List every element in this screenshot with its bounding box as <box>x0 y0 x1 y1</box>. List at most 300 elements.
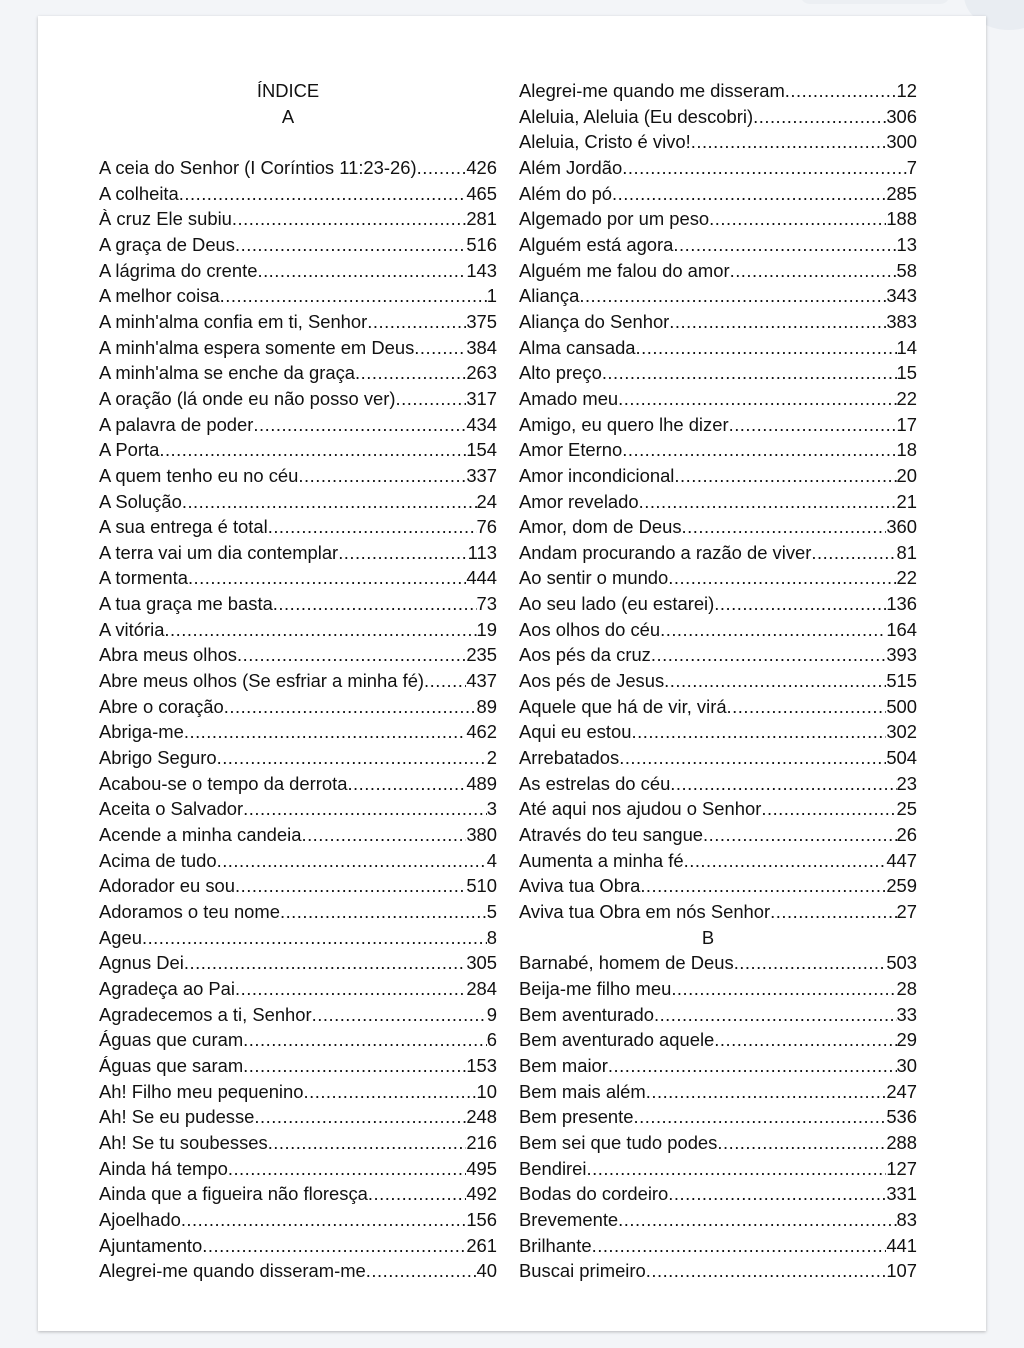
index-entry <box>99 1002 497 1028</box>
dot-leader <box>717 1130 886 1156</box>
dot-leader <box>703 822 896 848</box>
entry-page-number: 437 <box>466 670 497 692</box>
dot-leader <box>682 514 887 540</box>
index-entry <box>519 873 917 899</box>
dot-leader <box>668 565 896 591</box>
entry-title: Alto preço <box>519 362 602 384</box>
dot-leader <box>761 796 896 822</box>
dot-leader <box>674 463 896 489</box>
entry-title: Agradeça ao Pai <box>99 977 235 999</box>
index-entry <box>519 796 917 822</box>
entry-title: Andam procurando a razão de viver <box>519 541 812 563</box>
dot-leader <box>237 642 466 668</box>
dot-leader <box>670 771 896 797</box>
index-entry <box>519 950 917 976</box>
index-entry <box>519 386 917 412</box>
entry-page-number: 8 <box>486 926 497 948</box>
entry-page-number: 444 <box>466 567 497 589</box>
dot-leader <box>414 335 466 361</box>
entry-title: Águas que curam <box>99 1029 244 1051</box>
dot-leader <box>159 437 466 463</box>
dot-leader <box>243 1053 466 1079</box>
entry-page-number: 515 <box>886 670 917 692</box>
index-entry <box>519 1233 917 1259</box>
dot-leader <box>770 899 896 925</box>
dot-leader <box>184 719 466 745</box>
entry-title: A melhor coisa <box>99 285 220 307</box>
entry-title: Abrigo Seguro <box>99 747 217 769</box>
entry-title: Além do pó <box>519 182 613 204</box>
entry-title: A ceia do Senhor (I Coríntios 11:23-26) <box>99 156 417 178</box>
entry-title: Ajuntamento <box>99 1234 203 1256</box>
index-entry <box>519 129 917 155</box>
entry-page-number: 302 <box>886 721 917 743</box>
index-entry <box>99 1207 497 1233</box>
dot-leader <box>347 771 466 797</box>
index-entry <box>519 1156 917 1182</box>
entry-page-number: 188 <box>886 208 917 230</box>
entry-page-number: 154 <box>466 439 497 461</box>
entry-page-number: 489 <box>466 772 497 794</box>
entry-page-number: 164 <box>886 618 917 640</box>
entry-title: Abre o coração <box>99 695 224 717</box>
entry-page-number: 426 <box>466 156 497 178</box>
entry-page-number: 40 <box>476 1260 497 1282</box>
entry-page-number: 516 <box>466 233 497 255</box>
entry-title: Alegrei-me quando disseram-me <box>99 1260 366 1282</box>
index-entry <box>99 1233 497 1259</box>
dot-leader <box>280 899 487 925</box>
dot-leader <box>730 258 897 284</box>
dot-leader <box>727 694 887 720</box>
dot-leader <box>235 976 466 1002</box>
dot-leader <box>181 1207 467 1233</box>
index-entry <box>519 412 917 438</box>
index-entry <box>99 1079 497 1105</box>
index-entry <box>99 976 497 1002</box>
dot-leader <box>640 873 886 899</box>
right-column <box>519 78 917 1284</box>
index-entry <box>519 822 917 848</box>
entry-title: Amor Eterno <box>519 439 623 461</box>
entry-title: A quem tenho eu no céu <box>99 464 299 486</box>
entry-page-number: 76 <box>476 516 497 538</box>
index-entry <box>519 104 917 130</box>
index-title: ÍNDICE <box>256 80 320 101</box>
dot-leader <box>714 591 886 617</box>
entry-title: Ajoelhado <box>99 1208 181 1230</box>
entry-page-number: 393 <box>886 644 917 666</box>
entry-page-number: 107 <box>886 1260 917 1282</box>
dot-leader <box>636 335 897 361</box>
entry-title: A Porta <box>99 439 160 461</box>
entry-page-number: 462 <box>466 721 497 743</box>
entry-page-number: 1 <box>486 285 497 307</box>
dot-leader <box>660 617 886 643</box>
dot-leader <box>268 1130 467 1156</box>
entry-title: Abra meus olhos <box>99 644 238 666</box>
index-entry <box>99 950 497 976</box>
index-entry <box>99 540 497 566</box>
index-entry <box>519 463 917 489</box>
entry-page-number: 73 <box>476 593 497 615</box>
dot-leader <box>669 309 886 335</box>
section-heading-a: A <box>281 105 295 127</box>
entry-page-number: 306 <box>886 105 917 127</box>
entry-page-number: 384 <box>466 336 497 358</box>
entry-title: A Solução <box>99 490 182 512</box>
entry-page-number: 300 <box>886 131 917 153</box>
dot-leader <box>586 1156 886 1182</box>
index-entry <box>519 899 917 925</box>
index-entry <box>99 771 497 797</box>
right-entry-list-a <box>519 78 917 925</box>
dot-leader <box>303 1079 476 1105</box>
entry-page-number: 81 <box>896 541 917 563</box>
index-entry <box>99 258 497 284</box>
entry-page-number: 20 <box>896 464 917 486</box>
dot-leader <box>619 745 886 771</box>
index-entry <box>519 335 917 361</box>
index-entry <box>519 745 917 771</box>
entry-title: A graça de Deus <box>99 233 235 255</box>
entry-page-number: 263 <box>466 362 497 384</box>
entry-page-number: 285 <box>886 182 917 204</box>
index-entry <box>99 1181 497 1207</box>
dot-leader <box>273 591 477 617</box>
index-entry <box>99 694 497 720</box>
entry-title: A colheita <box>99 182 179 204</box>
dot-leader <box>646 1079 887 1105</box>
entry-title: Aqui eu estou <box>519 721 632 743</box>
index-entry <box>99 489 497 515</box>
entry-title: A minh'alma confia em ti, Senhor <box>99 310 368 332</box>
dot-leader <box>312 1002 487 1028</box>
left-column <box>99 78 497 1284</box>
entry-page-number: 127 <box>886 1157 917 1179</box>
dot-leader <box>243 796 487 822</box>
index-entry <box>519 1027 917 1053</box>
index-entry <box>519 78 917 104</box>
index-entry <box>519 642 917 668</box>
entry-title: Amado meu <box>519 387 619 409</box>
entry-page-number: 89 <box>476 695 497 717</box>
entry-page-number: 10 <box>476 1080 497 1102</box>
entry-title: A minh'alma espera somente em Deus <box>99 336 415 358</box>
entry-page-number: 4 <box>486 849 497 871</box>
entry-page-number: 58 <box>896 259 917 281</box>
index-entry <box>99 463 497 489</box>
entry-page-number: 261 <box>466 1234 497 1256</box>
index-entry <box>99 925 497 951</box>
entry-page-number: 9 <box>486 1003 497 1025</box>
index-entry <box>519 565 917 591</box>
dot-leader <box>179 181 467 207</box>
dot-leader <box>668 1181 886 1207</box>
entry-page-number: 29 <box>896 1029 917 1051</box>
dot-leader <box>396 386 467 412</box>
entry-title: Arrebatados <box>519 747 620 769</box>
dot-leader <box>618 386 896 412</box>
dot-leader <box>366 1258 477 1284</box>
dot-leader <box>367 309 466 335</box>
entry-title: À cruz Ele subiu <box>99 208 232 230</box>
dot-leader <box>368 1181 466 1207</box>
index-entry <box>99 668 497 694</box>
index-entry <box>519 514 917 540</box>
index-entry <box>99 1130 497 1156</box>
index-entry <box>519 848 917 874</box>
entry-title: A tua graça me basta <box>99 593 273 615</box>
entry-page-number: 380 <box>466 824 497 846</box>
entry-title: Adorador eu sou <box>99 875 235 897</box>
entry-page-number: 14 <box>896 336 917 358</box>
dot-leader <box>602 360 897 386</box>
entry-title: Além Jordão <box>519 156 623 178</box>
dot-leader <box>268 514 477 540</box>
dot-leader <box>714 1027 896 1053</box>
entry-page-number: 2 <box>486 747 497 769</box>
index-entry <box>99 848 497 874</box>
entry-title: Bodas do cordeiro <box>519 1183 669 1205</box>
entry-page-number: 504 <box>886 747 917 769</box>
index-entry <box>519 232 917 258</box>
index-entry <box>99 181 497 207</box>
dot-leader <box>608 1053 897 1079</box>
dot-leader <box>684 848 887 874</box>
entry-page-number: 7 <box>906 156 917 178</box>
index-entry <box>519 489 917 515</box>
entry-page-number: 495 <box>466 1157 497 1179</box>
index-entry <box>99 437 497 463</box>
index-entry <box>519 283 917 309</box>
entry-title: Ao seu lado (eu estarei) <box>519 593 715 615</box>
index-entry <box>99 745 497 771</box>
entry-page-number: 83 <box>896 1208 917 1230</box>
index-entry <box>519 437 917 463</box>
entry-title: Acende a minha candeia <box>99 824 302 846</box>
entry-title: Bem presente <box>519 1106 634 1128</box>
dot-leader <box>424 668 466 694</box>
entry-title: Alguém está agora <box>519 233 674 255</box>
entry-title: Aviva tua Obra <box>519 875 641 897</box>
index-entry <box>519 360 917 386</box>
entry-page-number: 235 <box>466 644 497 666</box>
dot-leader <box>622 155 907 181</box>
index-entry <box>519 1053 917 1079</box>
dot-leader <box>709 206 886 232</box>
index-entry <box>99 232 497 258</box>
entry-title: Amor revelado <box>519 490 639 512</box>
entry-page-number: 288 <box>886 1131 917 1153</box>
dot-leader <box>639 489 897 515</box>
index-entry <box>519 155 917 181</box>
entry-page-number: 343 <box>886 285 917 307</box>
dot-leader <box>228 1156 466 1182</box>
index-entry <box>99 565 497 591</box>
entry-page-number: 259 <box>886 875 917 897</box>
entry-title: Aliança <box>519 285 580 307</box>
entry-title: Ainda há tempo <box>99 1157 228 1179</box>
index-entry <box>519 1207 917 1233</box>
entry-title: Acabou-se o tempo da derrota <box>99 772 348 794</box>
index-entry <box>519 976 917 1002</box>
index-entry <box>519 617 917 643</box>
dot-leader <box>592 1233 887 1259</box>
entry-title: Buscai primeiro <box>519 1260 646 1282</box>
entry-title: Brilhante <box>519 1234 592 1256</box>
entry-title: Abre meus olhos (Se esfriar a minha fé) <box>99 670 425 692</box>
entry-title: Agnus Dei <box>99 952 184 974</box>
entry-page-number: 284 <box>466 977 497 999</box>
dot-leader <box>729 412 897 438</box>
entry-page-number: 317 <box>466 387 497 409</box>
dot-leader <box>734 950 887 976</box>
entry-page-number: 248 <box>466 1106 497 1128</box>
index-entry <box>99 1156 497 1182</box>
index-entry <box>519 771 917 797</box>
entry-page-number: 153 <box>466 1054 497 1076</box>
entry-title: Aos pés da cruz <box>519 644 651 666</box>
dot-leader <box>753 104 886 130</box>
dot-leader <box>811 540 896 566</box>
index-entry <box>519 309 917 335</box>
index-entry <box>99 1053 497 1079</box>
entry-page-number: 305 <box>466 952 497 974</box>
entry-page-number: 441 <box>886 1234 917 1256</box>
index-entry <box>99 1258 497 1284</box>
index-entry <box>99 796 497 822</box>
dot-leader <box>671 976 896 1002</box>
dot-leader <box>338 540 467 566</box>
dot-leader <box>579 283 886 309</box>
dot-leader <box>164 617 476 643</box>
entry-title: Ah! Se eu pudesse <box>99 1106 255 1128</box>
entry-title: Ao sentir o mundo <box>519 567 669 589</box>
entry-page-number: 22 <box>896 567 917 589</box>
entry-title: Bem mais além <box>519 1080 646 1102</box>
index-entry <box>99 386 497 412</box>
dot-leader <box>217 745 487 771</box>
right-entry-list-b <box>519 950 917 1284</box>
entry-title: Ageu <box>99 926 142 948</box>
index-entry <box>99 360 497 386</box>
entry-page-number: 30 <box>896 1054 917 1076</box>
index-entry <box>99 822 497 848</box>
entry-title: Aceita o Salvador <box>99 798 244 820</box>
index-entry <box>99 283 497 309</box>
entry-page-number: 500 <box>886 695 917 717</box>
section-heading-b: B <box>701 926 715 948</box>
top-decoration <box>800 0 950 4</box>
index-entry <box>519 591 917 617</box>
entry-title: Aliança do Senhor <box>519 310 670 332</box>
index-entry <box>519 1002 917 1028</box>
entry-title: Amor, dom de Deus <box>519 516 682 538</box>
dot-leader <box>235 232 466 258</box>
dot-leader <box>142 925 487 951</box>
dot-leader <box>301 822 466 848</box>
entry-title: Abriga-me <box>99 721 184 743</box>
dot-leader <box>235 873 466 899</box>
entry-title: Bendirei <box>519 1157 587 1179</box>
index-entry <box>519 181 917 207</box>
dot-leader <box>298 463 466 489</box>
entry-title: A sua entrega é total <box>99 516 268 538</box>
entry-page-number: 113 <box>467 541 497 563</box>
entry-title: A terra vai um dia contemplar <box>99 541 339 563</box>
entry-title: Alma cansada <box>519 336 636 358</box>
entry-title: As estrelas do céu <box>519 772 671 794</box>
dot-leader <box>184 950 466 976</box>
dot-leader <box>618 1207 896 1233</box>
entry-title: Ah! Filho meu pequenino <box>99 1080 304 1102</box>
entry-title: A lágrima do crente <box>99 259 258 281</box>
entry-page-number: 24 <box>476 490 497 512</box>
entry-title: Adoramos o teu nome <box>99 901 280 922</box>
index-entry <box>519 668 917 694</box>
entry-page-number: 510 <box>466 875 497 897</box>
entry-title: Águas que saram <box>99 1054 244 1076</box>
entry-title: Amigo, eu quero lhe dizer <box>519 413 729 435</box>
entry-title: Bem maior <box>519 1054 608 1076</box>
entry-title: Alegrei-me quando me disseram <box>519 80 785 101</box>
dot-leader <box>664 668 886 694</box>
dot-leader <box>651 642 886 668</box>
entry-title: Amor incondicional <box>519 464 675 486</box>
dot-leader <box>612 181 886 207</box>
dot-leader <box>631 719 886 745</box>
dot-leader <box>646 1258 887 1284</box>
index-entry <box>519 540 917 566</box>
index-entry <box>519 206 917 232</box>
entry-title: Agradecemos a ti, Senhor <box>99 1003 312 1025</box>
index-entry <box>99 206 497 232</box>
entry-title: Aumenta a minha fé <box>519 849 684 871</box>
entry-page-number: 360 <box>886 516 917 538</box>
entry-page-number: 447 <box>886 849 917 871</box>
dot-leader <box>217 848 487 874</box>
entry-title: Bem aventurado <box>519 1003 654 1025</box>
entry-page-number: 6 <box>486 1029 497 1051</box>
dot-leader <box>785 78 897 104</box>
index-entry <box>519 1079 917 1105</box>
entry-page-number: 143 <box>466 259 497 281</box>
index-entry <box>519 1104 917 1130</box>
index-entry <box>519 258 917 284</box>
dot-leader <box>622 437 896 463</box>
entry-title: A oração (lá onde eu não posso ver) <box>99 387 396 409</box>
index-entry <box>99 719 497 745</box>
dot-leader <box>220 283 487 309</box>
dot-leader <box>691 129 887 155</box>
entry-page-number: 22 <box>896 387 917 409</box>
entry-title: Ainda que a figueira não floresça <box>99 1183 368 1205</box>
document-page <box>38 16 986 1331</box>
spacer <box>99 129 497 155</box>
entry-title: Bem aventurado aquele <box>519 1029 715 1051</box>
entry-page-number: 27 <box>896 901 917 922</box>
dot-leader <box>673 232 896 258</box>
dot-leader <box>257 258 466 284</box>
entry-title: A vitória <box>99 618 165 640</box>
entry-page-number: 19 <box>476 618 497 640</box>
entry-page-number: 465 <box>466 182 497 204</box>
entry-page-number: 13 <box>896 233 917 255</box>
entry-page-number: 17 <box>896 413 917 435</box>
entry-title: A palavra de poder <box>99 413 254 435</box>
index-entry <box>519 719 917 745</box>
